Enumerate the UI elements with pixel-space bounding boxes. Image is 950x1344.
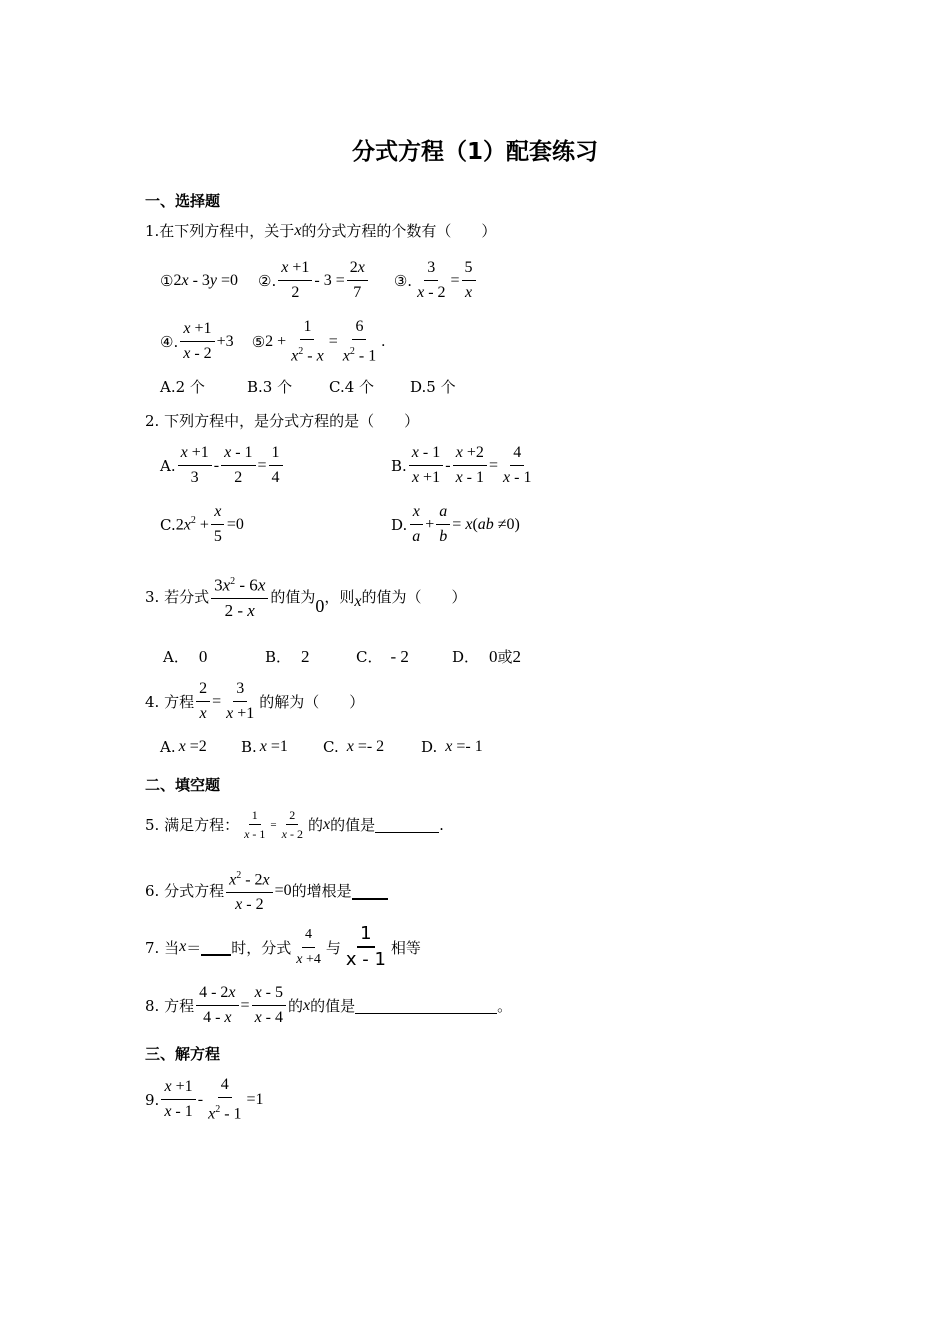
q3-c-label: C．: [356, 648, 383, 666]
q2-b-minus: -: [445, 456, 451, 474]
q3-option-b: [265, 646, 310, 667]
question-1-stem: [145, 220, 496, 241]
q7-answer-blank[interactable]: [201, 938, 231, 956]
section-heading-fill: 二、填空题: [145, 776, 221, 794]
q5-x: x: [322, 815, 331, 833]
q5-eq: =: [270, 818, 277, 831]
q9-minus: -: [197, 1090, 204, 1108]
q1-eq5-period: .: [381, 332, 386, 350]
q1-equations-row-2: [160, 317, 385, 366]
q2-option-d: [391, 502, 520, 547]
q3-stem-a: 3. 若分式: [145, 587, 210, 606]
q1-eq2-mid: - 3 =: [314, 271, 345, 289]
q8-x: x: [303, 996, 311, 1014]
q3-a-label: A．: [163, 648, 189, 666]
q8-stem-b: 的: [288, 997, 304, 1015]
q2-c-rest: =0: [226, 515, 244, 533]
q2-c-frac: $\frac{x}{5}$: [211, 502, 225, 547]
q4-b-value: x =1: [259, 738, 288, 755]
q1-eq2-label: ②.: [258, 271, 277, 290]
q7-x: x: [179, 938, 187, 955]
q7-stem-a: 7. 当: [145, 938, 180, 957]
q1-stem-var: x: [294, 221, 302, 239]
q2-a-frac-2: $\frac{x - 1}{2}$: [221, 443, 255, 488]
q4-b-label: B.: [241, 738, 257, 756]
q4-option-a: [160, 738, 207, 756]
q8-stem-a: 8. 方程: [145, 997, 195, 1015]
q7-stem-b: ＝: [186, 938, 202, 957]
q8-eq: =: [240, 996, 250, 1014]
q7-frac-2: $\frac{1}{x - 1}$: [345, 923, 386, 970]
q4-option-d: [421, 738, 483, 756]
q2-b-frac-2: $\frac{x +2}{x - 1}$: [453, 443, 487, 488]
q6-stem-a: 6. 分式方程: [145, 882, 225, 901]
q8-end: 。: [497, 997, 513, 1015]
q5-end: .: [439, 815, 444, 834]
q4-option-b: [241, 738, 288, 756]
q5-answer-blank[interactable]: [375, 816, 439, 833]
q3-option-c: [356, 646, 409, 667]
q4-d-value: x =- 1: [445, 738, 483, 755]
q1-eq5-lead: 2 +: [265, 332, 287, 350]
q3-stem-d: 的值为（ ）: [361, 587, 467, 606]
q1-eq3-frac-1: $\frac{3}{x - 2}$: [417, 259, 446, 301]
q6-frac: $\frac{x^2 - 2x}{x - 2}$: [226, 866, 273, 915]
question-3-stem: [145, 572, 467, 621]
q4-frac-1: $\frac{2}{x}$: [196, 679, 210, 724]
q3-option-d: [452, 646, 521, 667]
question-7: [145, 924, 421, 970]
q1-option-b: B.3 个: [247, 378, 293, 396]
q5-frac-2: $\frac{2}{x - 2}$: [281, 808, 303, 841]
q3-zero: 0: [315, 595, 325, 616]
q1-eq1: 2x - 3y =0: [173, 271, 239, 289]
q8-frac-1: $\frac{4 - 2x}{4 - x}$: [196, 983, 238, 1028]
page-title: 分式方程（1）配套练习: [351, 139, 598, 165]
q1-eq3-eq: =: [450, 271, 460, 289]
q3-d-label: D．: [452, 648, 480, 666]
q2-b-label: B.: [391, 456, 407, 475]
q1-eq1-label: ①: [160, 271, 174, 290]
q5-stem-a: 5. 满足方程：: [145, 816, 240, 834]
q8-answer-blank[interactable]: [355, 997, 497, 1014]
q9-frac-1: $\frac{x +1}{x - 1}$: [161, 1077, 195, 1122]
q2-a-eq: =: [257, 456, 267, 474]
q3-d-value: 0: [489, 646, 498, 666]
q5-stem-b: 的: [307, 816, 323, 834]
q3-b-label: B．: [265, 648, 292, 666]
q1-eq4-frac: $\frac{x +1}{x - 2}$: [180, 319, 214, 364]
q4-frac-2: $\frac{3}{x +1}$: [226, 680, 255, 722]
section-heading-solve: 三、解方程: [145, 1045, 221, 1063]
q7-frac-1: $\frac{4}{x +4}$: [296, 926, 321, 967]
q1-eq5-label: ⑤: [251, 332, 266, 351]
q4-c-label: C.: [323, 738, 339, 756]
q1-eq2-frac-1: $\frac{x +1}{2}$: [278, 258, 312, 303]
q8-stem-c: 的值是: [310, 997, 356, 1015]
section-heading-choice: 一、选择题: [145, 192, 221, 210]
q2-b-eq: =: [489, 456, 499, 474]
q2-a-minus: -: [213, 456, 220, 474]
q1-eq4-label: ④.: [160, 332, 179, 351]
q2-c-label: C.: [160, 515, 176, 534]
q9-stem-a: 9.: [145, 1090, 160, 1109]
q7-stem-d: 与: [325, 938, 341, 957]
question-5: [145, 808, 444, 841]
q1-eq5-frac-1: $\frac{1}{x^2 - x}$: [291, 318, 324, 365]
q6-answer-blank[interactable]: [352, 882, 388, 900]
q5-stem-c: 的值是: [330, 816, 376, 834]
q3-stem-c: ，则: [324, 587, 355, 606]
q9-eq: =1: [246, 1090, 264, 1108]
q2-option-b: [391, 443, 536, 488]
question-8: [145, 983, 512, 1028]
q2-option-c: [160, 502, 244, 547]
q2-d-label: D.: [391, 515, 408, 534]
q3-stem-b: 的值为: [270, 587, 316, 606]
q3-c-value: - 2: [390, 646, 409, 666]
q1-option-c: C.4 个: [329, 378, 375, 396]
q3-a-value: 0: [198, 646, 208, 666]
q4-stem-a: 4. 方程: [145, 693, 195, 711]
q5-frac-1: $\frac{1}{x - 1}$: [244, 808, 266, 841]
q3-x: x: [354, 593, 362, 611]
q3-frac: $\frac{3x^2 - 6x}{2 - x}$: [211, 572, 268, 621]
q7-stem-e: 相等: [390, 938, 421, 957]
q1-stem-text: 1.在下列方程中，关于: [145, 222, 295, 240]
q4-stem-b: 的解为（ ）: [259, 693, 365, 711]
q4-option-c: [323, 738, 384, 756]
q1-eq5-eq: =: [328, 332, 338, 350]
q2-b-frac-3: $\frac{4}{x - 1}$: [503, 444, 532, 486]
q3-b-value: 2: [301, 646, 310, 666]
q4-d-label: D.: [421, 738, 438, 756]
question-9: [145, 1075, 264, 1124]
q1-equations-row-1: [160, 258, 478, 303]
q2-a-label: A.: [160, 456, 176, 475]
q7-stem-c: 时，分式: [231, 938, 292, 957]
q1-eq3-frac-2: $\frac{5}{x}$: [462, 258, 476, 303]
q1-eq3-label: ③.: [393, 271, 413, 290]
q4-a-label: A.: [160, 738, 176, 756]
q1-eq5-frac-2: $\frac{6}{x^2 - 1}$: [342, 318, 377, 365]
q8-frac-2: $\frac{x - 5}{x - 4}$: [252, 983, 286, 1028]
q1-option-d: D.5 个: [410, 378, 456, 396]
q4-a-value: x =2: [178, 738, 207, 755]
q2-d-frac-1: $\frac{x}{a}$: [409, 502, 423, 547]
q3-d-or: 或: [497, 648, 513, 666]
q4-eq: =: [212, 692, 222, 710]
q3-d-value-2: 2: [512, 646, 522, 666]
q2-option-a: [160, 443, 285, 488]
question-4-stem: [145, 679, 364, 724]
q2-d-plus: +: [425, 515, 435, 533]
q4-c-value: x =- 2: [346, 738, 385, 755]
question-2-stem: 2. 下列方程中，是分式方程的是（ ）: [145, 412, 420, 430]
q9-frac-2: $\frac{4}{x^2 - 1}$: [208, 1076, 242, 1123]
q2-d-frac-2: $\frac{a}{b}$: [436, 502, 450, 547]
q2-a-frac-3: $\frac{1}{4}$: [269, 443, 283, 488]
q2-a-frac-1: $\frac{x +1}{3}$: [178, 443, 212, 488]
q1-eq2-frac-2: $\frac{2x}{7}$: [347, 258, 368, 303]
q6-eq: =0: [274, 881, 292, 899]
q3-option-a: [163, 646, 207, 667]
question-6: [145, 866, 388, 915]
q2-b-frac-1: $\frac{x - 1}{x +1}$: [409, 443, 443, 488]
q2-c-lead: $2x^2$ +: [175, 514, 209, 534]
q2-d-rest: = x(ab ≠0): [452, 515, 520, 533]
q1-option-a: A.2 个: [160, 378, 205, 396]
q1-eq4-rest: +3: [216, 332, 234, 350]
q6-stem-b: 的增根是: [291, 882, 352, 901]
q1-stem-text-2: 的分式方程的个数有（ ）: [301, 222, 497, 240]
